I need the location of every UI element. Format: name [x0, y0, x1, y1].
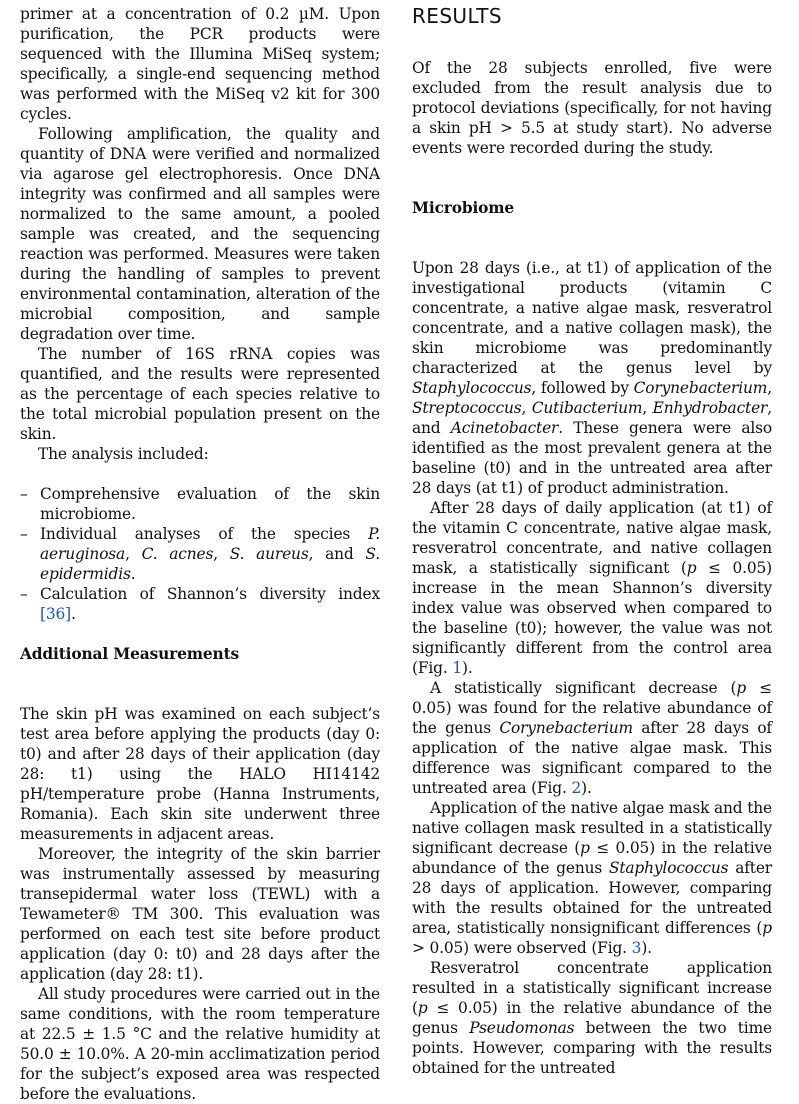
- section-heading: Microbiome: [412, 199, 515, 217]
- genus-name: Acinetobacter: [450, 419, 559, 437]
- paragraph: A statistically significant decrease (p ≤ 0.05) was found for the relative abundance of the genus Corynebacterium after 28 days of application of the native algae mask. This difference was significant compared to the untreated area (Fig. 2).: [412, 679, 772, 797]
- paragraph: Upon 28 days (i.e., at t1) of application of the investigational products (vitamin C concentrate, a native algae mask, resveratrol concentrate, and a native collagen mask), the skin microbiome was predominantly characterized at the genus level by Staphylococcus, followed by Corynebacterium, Streptococcus, Cutibacterium, Enhydrobacter, and Acinetobacter. These genera were also identified as the most prevalent genera at the baseline (t0) and in the untreated area after 28 days (at t1) of product administration.: [412, 259, 773, 497]
- list-item: – Comprehensive evaluation of the skin microbiome.: [20, 484, 380, 524]
- genus-name: Pseudomonas: [469, 1019, 575, 1037]
- paragraph: All study procedures were carried out in the same conditions, with the room temperature at 22.5 ± 1.5 °C and the relative humidity at 50.0 ± 10.0%. A 20-min acclimatization period for the subject’s exposed area was respected before the evaluations.: [20, 985, 380, 1103]
- section-heading: RESULTS: [412, 4, 502, 28]
- list-item: – Individual analyses of the species P. aeruginosa, C. acnes, S. aureus, and S. epidermidis.: [20, 524, 380, 584]
- citation-link[interactable]: [36]: [40, 605, 71, 623]
- figure-link[interactable]: 3: [631, 939, 642, 957]
- genus-name: Streptococcus: [412, 399, 522, 417]
- genus-name: Staphylococcus: [608, 859, 729, 877]
- genus-name: Cutibacterium: [531, 399, 643, 417]
- figure-link[interactable]: 1: [452, 659, 462, 677]
- paragraph: The skin pH was examined on each subject’s test area before applying the products (day 0: t0) and after 28 days of their application (day 28: t1) using the HALO HI14142 pH/temperature probe (Hanna Instruments, Romania). Each skin site underwent three measurements in adjacent areas.: [20, 705, 380, 843]
- paragraph: Moreover, the integrity of the skin barrier was instrumentally assessed by measuring transepidermal water loss (TEWL) with a Tewameter® TM 300. This evaluation was performed on each test site before product application (day 0: t0) and 28 days after the application (day 28: t1).: [20, 845, 380, 983]
- paragraph: primer at a concentration of 0.2 µM. Upon purification, the PCR products were sequenced with the Illumina MiSeq system; specifically, a single-end sequencing method was performed with the MiSeq v2 kit for 300 cycles.: [20, 5, 380, 123]
- left-column: [20, 4, 380, 1104]
- figure-link[interactable]: 2: [571, 779, 582, 797]
- paragraph: Following amplification, the quality and quantity of DNA were verified and normalized via agarose gel electrophoresis. Once DNA integrity was confirmed and all samples were normalized to the same amount, a pooled sample was created, and the sequencing reaction was performed. Measures were taken during the handling of samples to prevent environmental contamination, alteration of the microbial composition, and sample degradation over time.: [20, 125, 380, 343]
- genus-name: Corynebacterium: [633, 379, 768, 397]
- paragraph: The analysis included:: [38, 445, 209, 463]
- right-column: [412, 4, 772, 1078]
- species-name: S. aureus: [229, 545, 309, 563]
- paragraph: Application of the native algae mask and the native collagen mask resulted in a statistically significant decrease (p ≤ 0.05) in the relative abundance of the genus Staphylococcus after 28 days of application. However, comparing with the results obtained for the untreated area, statistically nonsignificant differences (p > 0.05) were observed (Fig. 3).: [412, 799, 772, 957]
- genus-name: Corynebacterium: [499, 719, 633, 737]
- paragraph: The number of 16S rRNA copies was quantified, and the results were represented as the percentage of each species relative to the total microbial population present on the skin.: [20, 345, 380, 443]
- list-item: – Calculation of Shannon’s diversity index [36].: [20, 584, 380, 624]
- species-name: S. epidermidis: [40, 545, 380, 583]
- paragraph: After 28 days of daily application (at t1) of the vitamin C concentrate, native algae mask, resveratrol concentrate, and native collagen mask, a statistically significant (p ≤ 0.05) increase in the mean Shannon’s diversity index value was observed when compared to the baseline (t0); however, the value was not significantly different from the control area (Fig. 1).: [412, 499, 772, 677]
- species-name: C. acnes: [141, 545, 214, 563]
- analysis-list: [20, 484, 380, 624]
- paragraph: Of the 28 subjects enrolled, five were excluded from the result analysis due to protocol deviations (specifically, for not having a skin pH > 5.5 at study start). No adverse events were recorded during the study.: [412, 59, 772, 157]
- section-heading: Additional Measurements: [20, 645, 240, 663]
- paragraph: Resveratrol concentrate application resulted in a statistically significant increase (p ≤ 0.05) in the relative abundance of the genus Pseudomonas between the two time points. However, comparing with the results obtained for the untreated: [412, 959, 772, 1077]
- species-name: P. aeruginosa: [40, 525, 380, 563]
- genus-name: Enhydrobacter: [652, 399, 768, 417]
- genus-name: Staphylococcus: [412, 379, 532, 397]
